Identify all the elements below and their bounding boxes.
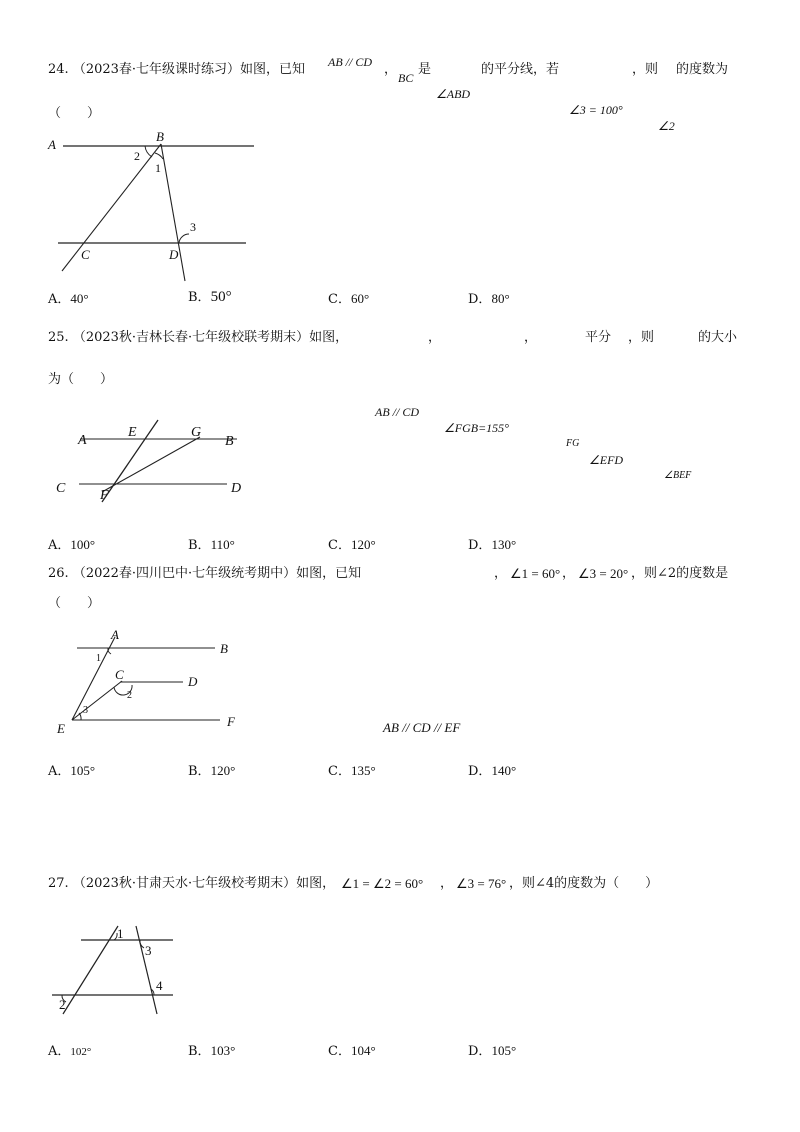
q26-number: 26. bbox=[48, 566, 69, 581]
option-value: 120° bbox=[350, 537, 376, 552]
q24-text-4: ，则 bbox=[632, 62, 659, 77]
q24-math-angle2: ∠2 bbox=[658, 119, 675, 133]
q26-text-1: ， bbox=[494, 566, 508, 581]
option-letter: D． bbox=[468, 292, 492, 307]
option-value: 50° bbox=[210, 289, 232, 305]
q26-label-c: C bbox=[115, 667, 124, 682]
q27-option-a[interactable] bbox=[48, 1040, 91, 1059]
option-value: 102° bbox=[70, 1046, 92, 1058]
q26-stem bbox=[48, 566, 361, 582]
option-value: 135° bbox=[350, 763, 376, 778]
q27-figure bbox=[48, 910, 228, 1020]
option-letter: A． bbox=[48, 1044, 71, 1059]
option-letter: B． bbox=[188, 290, 211, 305]
option-letter: C． bbox=[328, 292, 351, 307]
q27-option-c[interactable] bbox=[328, 1040, 376, 1059]
q27-math-angles12: ∠1 = ∠2 = 60° bbox=[341, 876, 424, 891]
q24-answer-blank: （ ） bbox=[48, 106, 101, 121]
option-letter: D． bbox=[468, 1044, 492, 1059]
q25-math-efd: ∠EFD bbox=[589, 453, 624, 467]
q25-math-parallel: AB // CD bbox=[375, 405, 419, 419]
q25-source: （2023秋·吉林长春·七年级校联考期末）如图， bbox=[72, 330, 349, 345]
q25-option-d[interactable] bbox=[468, 534, 516, 553]
q26-option-a[interactable] bbox=[48, 760, 95, 779]
q25-stem bbox=[48, 330, 348, 346]
q24-source: （2023春·七年级课时练习）如图，已知 bbox=[72, 62, 306, 77]
q24-text-5: 的度数为 bbox=[676, 62, 729, 77]
option-letter: B． bbox=[188, 1044, 211, 1059]
q25-text-2: ， bbox=[524, 330, 538, 345]
q25-label-g: G bbox=[191, 425, 202, 440]
q24-math-parallel: AB // CD bbox=[328, 55, 372, 69]
option-letter: D． bbox=[468, 538, 492, 553]
q25-label-e: E bbox=[128, 425, 137, 440]
q24-text-2: 是 bbox=[418, 62, 432, 77]
q27-stem bbox=[48, 876, 335, 892]
q25-answer-blank: 为（ ） bbox=[48, 372, 114, 387]
option-letter: A． bbox=[48, 292, 71, 307]
q26-label-a: A bbox=[111, 627, 119, 642]
q26-label-f: F bbox=[227, 714, 235, 729]
q25-label-b: B bbox=[225, 434, 234, 449]
q27-angle-3: 3 bbox=[145, 943, 152, 958]
option-value: 80° bbox=[491, 291, 510, 306]
q24-math-angle3: ∠3 = 100° bbox=[569, 103, 623, 117]
q26-math-angle1: ∠1 = 60° bbox=[510, 566, 561, 581]
q26-angle-2: 2 bbox=[127, 690, 132, 701]
q25-number: 25. bbox=[48, 330, 69, 345]
q25-text-5: 的大小 bbox=[698, 330, 738, 345]
q27-angle-2: 2 bbox=[59, 997, 66, 1012]
q27-option-d[interactable] bbox=[468, 1040, 516, 1059]
option-letter: D． bbox=[468, 764, 492, 779]
option-value: 140° bbox=[491, 763, 517, 778]
q25-option-a[interactable] bbox=[48, 534, 95, 553]
q26-angle-1: 1 bbox=[96, 653, 101, 664]
q26-label-e: E bbox=[57, 721, 65, 736]
q24-angle-2: 2 bbox=[134, 149, 140, 163]
q24-number: 24. bbox=[48, 62, 69, 77]
option-value: 130° bbox=[491, 537, 517, 552]
q27-text-2: ，则∠4的度数为（ ） bbox=[509, 876, 659, 891]
q27-number: 27. bbox=[48, 876, 69, 891]
option-value: 105° bbox=[491, 1043, 517, 1058]
q24-label-a: A bbox=[48, 137, 56, 152]
q26-answer-blank: （ ） bbox=[48, 596, 101, 611]
option-value: 60° bbox=[350, 291, 370, 306]
option-value: 110° bbox=[210, 537, 235, 552]
q25-math-bef: ∠BEF bbox=[664, 470, 692, 481]
q26-figure bbox=[55, 625, 275, 745]
q24-option-b[interactable] bbox=[188, 286, 232, 306]
option-value: 103° bbox=[210, 1043, 236, 1058]
q24-math-bc: BC bbox=[398, 71, 414, 85]
q25-text-4: ，则 bbox=[628, 330, 655, 345]
q26-math-parallel: AB // CD // EF bbox=[383, 720, 461, 735]
option-letter: C． bbox=[328, 1044, 351, 1059]
q26-label-b: B bbox=[220, 641, 228, 656]
q24-label-d: D bbox=[169, 247, 179, 262]
option-letter: C． bbox=[328, 764, 351, 779]
q26-math-angle3: ∠3 = 20° bbox=[578, 566, 629, 581]
q24-angle-3: 3 bbox=[190, 220, 196, 234]
q26-source: （2022春·四川巴中·七年级统考期中）如图，已知 bbox=[72, 566, 362, 581]
q24-angle-1: 1 bbox=[155, 161, 161, 175]
q24-stem bbox=[48, 62, 305, 78]
q27-angle-1: 1 bbox=[117, 926, 124, 941]
option-value: 105° bbox=[70, 763, 96, 778]
option-value: 40° bbox=[70, 291, 89, 306]
q27-angle-4: 4 bbox=[156, 978, 163, 993]
q26-option-d[interactable] bbox=[468, 760, 516, 779]
option-letter: A． bbox=[48, 764, 71, 779]
q27-math-angle3: ∠3 = 76° bbox=[456, 876, 507, 891]
q24-option-d[interactable] bbox=[468, 288, 510, 307]
q25-math-fg: FG bbox=[566, 438, 580, 449]
q26-option-b[interactable] bbox=[188, 760, 235, 779]
option-value: 100° bbox=[70, 537, 96, 552]
q26-label-d: D bbox=[188, 674, 198, 689]
q24-math-abd: ∠ABD bbox=[436, 87, 471, 101]
option-value: 120° bbox=[210, 763, 236, 778]
q25-option-c[interactable] bbox=[328, 534, 376, 553]
q24-figure bbox=[48, 130, 308, 290]
q24-text-1: ， bbox=[384, 62, 398, 77]
q24-text-3: 的平分线，若 bbox=[481, 62, 560, 77]
option-letter: B． bbox=[188, 538, 211, 553]
q26-angle-3: 3 bbox=[83, 705, 88, 716]
q24-option-a[interactable] bbox=[48, 288, 89, 307]
q25-label-f: F bbox=[100, 488, 109, 503]
q24-label-c: C bbox=[81, 247, 90, 262]
q24-label-b: B bbox=[156, 129, 164, 144]
q25-option-b[interactable] bbox=[188, 534, 235, 553]
q25-text-1: ， bbox=[428, 330, 442, 345]
q25-label-a: A bbox=[78, 433, 87, 448]
q25-figure bbox=[55, 418, 275, 508]
q27-text-1: ， bbox=[440, 876, 454, 891]
option-value: 104° bbox=[350, 1043, 376, 1058]
q27-source: （2023秋·甘肃天水·七年级校考期末）如图， bbox=[72, 876, 336, 891]
option-letter: C． bbox=[328, 538, 351, 553]
q25-text-3: 平分 bbox=[585, 330, 612, 345]
q27-option-b[interactable] bbox=[188, 1040, 235, 1059]
q24-option-c[interactable] bbox=[328, 288, 369, 307]
q25-math-fgb: ∠FGB=155° bbox=[444, 421, 509, 435]
q26-option-c[interactable] bbox=[328, 760, 376, 779]
q26-text-3: ，则∠2的度数是 bbox=[631, 566, 729, 581]
q25-label-d: D bbox=[231, 481, 242, 496]
q25-label-c: C bbox=[56, 481, 66, 496]
option-letter: A． bbox=[48, 538, 71, 553]
q26-text-2: ， bbox=[562, 566, 576, 581]
option-letter: B． bbox=[188, 764, 211, 779]
